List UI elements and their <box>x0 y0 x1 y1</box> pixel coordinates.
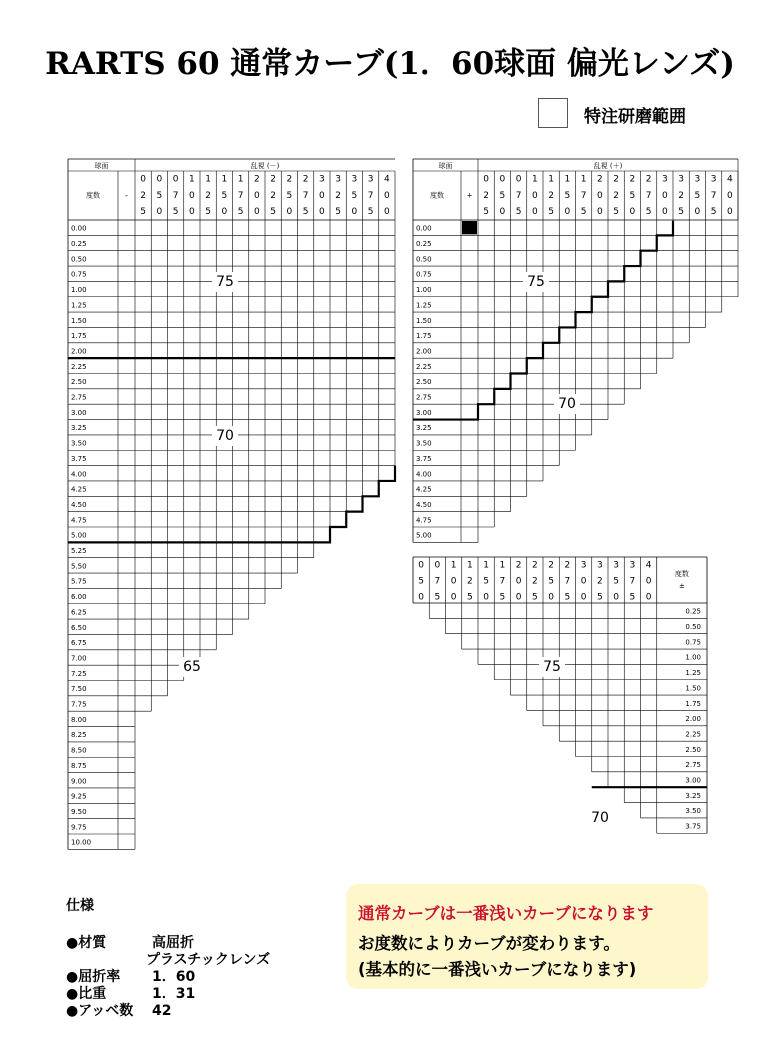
right-row-label: 4.25 <box>416 485 432 494</box>
spec-material-label: ●材質 <box>66 935 107 951</box>
right-row-label: 0.25 <box>416 240 432 249</box>
right-col-digit: 2 <box>597 174 603 185</box>
left-row-label: 3.75 <box>71 454 87 463</box>
bottom-col-digit: 5 <box>483 576 489 587</box>
left-degree-label: 度数 <box>86 191 100 200</box>
left-col-digit: 2 <box>302 174 309 185</box>
left-sign: - <box>125 191 128 200</box>
left-col-digit: 5 <box>270 207 276 218</box>
bottom-col-digit: 0 <box>645 576 652 587</box>
left-zone-label: 75 <box>216 274 234 290</box>
bottom-col-digit: 0 <box>645 592 652 603</box>
right-row-label: 0.00 <box>416 224 432 233</box>
left-col-digit: 5 <box>221 190 228 201</box>
left-col-digit: 0 <box>156 207 163 218</box>
left-col-digit: 0 <box>189 207 195 218</box>
right-col-digit: 5 <box>499 190 506 201</box>
bottom-col-digit: 7 <box>629 576 636 587</box>
left-row-label: 9.00 <box>71 777 87 786</box>
left-col-digit: 0 <box>254 190 260 201</box>
left-row-label: 9.25 <box>71 792 87 801</box>
right-col-digit: 0 <box>499 207 506 218</box>
right-col-digit: 5 <box>613 207 619 218</box>
left-col-digit: 0 <box>351 207 358 218</box>
left-row-label: 2.75 <box>71 393 87 402</box>
right-col-digit: 2 <box>629 174 636 185</box>
right-col-digit: 0 <box>564 207 571 218</box>
right-row-label: 0.75 <box>416 270 432 279</box>
right-col-digit: 7 <box>710 190 717 201</box>
bottom-col-digit: 5 <box>499 592 506 603</box>
spec-abbe-label: ●アッベ数 <box>66 1003 134 1019</box>
spec-gravity <box>66 986 270 1003</box>
left-col-digit: 0 <box>319 207 325 218</box>
bottom-col-digit: 0 <box>418 592 424 603</box>
bottom-col-digit: 0 <box>434 560 441 571</box>
left-row-label: 5.25 <box>71 547 87 556</box>
bottom-col-digit: 7 <box>564 576 571 587</box>
right-row-label: 2.75 <box>416 393 432 402</box>
left-row-label: 4.75 <box>71 516 87 525</box>
bottom-col-digit: 0 <box>418 560 424 571</box>
right-sign: + <box>466 191 473 200</box>
right-row-label: 1.75 <box>416 332 432 341</box>
bottom-row-label: 3.00 <box>685 776 701 785</box>
right-col-digit: 2 <box>645 174 652 185</box>
page-title: RARTS 60 通常カーブ(1．60球面 偏光レンズ) <box>45 46 735 82</box>
bottom-col-digit: 5 <box>434 592 441 603</box>
left-row-label: 0.25 <box>71 240 87 249</box>
left-col-digit: 0 <box>286 207 293 218</box>
left-col-digit: 2 <box>270 190 276 201</box>
left-row-label: 7.50 <box>71 685 87 694</box>
right-col-digit: 0 <box>532 190 538 201</box>
left-col-digit: 2 <box>254 174 260 185</box>
right-col-digit: 2 <box>613 190 619 201</box>
spec-heading: 仕様 <box>66 898 94 914</box>
left-col-digit: 0 <box>384 190 390 201</box>
left-row-label: 1.75 <box>71 332 87 341</box>
bottom-col-digit: 3 <box>629 560 636 571</box>
bottom-row-label: 0.50 <box>685 623 701 632</box>
bottom-zone-label: 70 <box>591 810 609 826</box>
left-zone-label: 70 <box>216 428 234 444</box>
left-sph-header: 球面 <box>94 162 109 170</box>
right-col-digit: 5 <box>629 190 636 201</box>
left-row-label: 10.00 <box>71 838 92 847</box>
bottom-col-digit: 2 <box>515 560 522 571</box>
right-row-label: 1.00 <box>416 286 432 295</box>
right-row-label: 4.00 <box>416 470 432 479</box>
notice-line-2: お度数によりカーブが変わります。 <box>358 934 620 953</box>
left-col-digit: 5 <box>302 207 309 218</box>
left-col-digit: 2 <box>205 190 211 201</box>
left-row-label: 1.50 <box>71 316 87 325</box>
right-col-digit: 4 <box>727 174 733 185</box>
bottom-row-label: 1.25 <box>685 669 701 678</box>
bottom-row-label: 0.75 <box>685 638 701 647</box>
bottom-col-digit: 5 <box>548 576 554 587</box>
bottom-col-digit: 7 <box>499 576 506 587</box>
left-row-label: 8.00 <box>71 715 87 724</box>
bottom-degree-label: 度数 <box>674 570 689 578</box>
left-col-digit: 2 <box>140 190 146 201</box>
right-col-digit: 0 <box>629 207 636 218</box>
left-col-digit: 5 <box>205 207 211 218</box>
left-col-digit: 5 <box>156 190 163 201</box>
right-col-digit: 5 <box>580 207 587 218</box>
spec-section <box>66 898 270 1020</box>
bottom-row-label: 1.75 <box>685 699 701 708</box>
right-col-digit: 2 <box>483 190 489 201</box>
right-col-digit: 1 <box>548 174 554 185</box>
notice-line-3: (基本的に一番浅いカーブになります) <box>358 960 637 979</box>
bottom-col-digit: 3 <box>580 560 587 571</box>
right-col-digit: 2 <box>613 174 619 185</box>
left-row-label: 8.50 <box>71 746 87 755</box>
right-row-label: 3.25 <box>416 424 432 433</box>
left-col-digit: 0 <box>254 207 260 218</box>
right-col-digit: 5 <box>694 190 701 201</box>
right-col-digit: 5 <box>710 207 717 218</box>
bottom-col-digit: 0 <box>450 592 457 603</box>
left-row-label: 8.75 <box>71 761 87 770</box>
left-col-digit: 1 <box>205 174 211 185</box>
right-col-digit: 0 <box>727 190 733 201</box>
left-col-digit: 0 <box>384 207 390 218</box>
right-col-digit: 7 <box>645 190 652 201</box>
bottom-col-digit: 5 <box>597 592 603 603</box>
left-row-label: 6.00 <box>71 593 87 602</box>
spec-material-2 <box>66 952 270 969</box>
right-col-digit: 7 <box>515 190 522 201</box>
bottom-col-digit: 1 <box>450 560 457 571</box>
bottom-row-label: 0.25 <box>685 607 701 616</box>
right-row-label: 3.50 <box>416 439 432 448</box>
bottom-zone-label: 75 <box>543 659 561 675</box>
left-col-digit: 0 <box>140 174 146 185</box>
left-col-digit: 0 <box>319 190 325 201</box>
left-row-label: 7.25 <box>71 669 87 678</box>
right-col-digit: 2 <box>678 190 684 201</box>
left-row-label: 1.00 <box>71 286 87 295</box>
bottom-row-label: 2.00 <box>685 715 701 724</box>
notice-line-1: 通常カーブは一番浅いカーブになります <box>358 904 654 923</box>
right-col-digit: 5 <box>548 207 554 218</box>
bottom-row-label: 2.25 <box>685 730 701 739</box>
left-row-label: 0.00 <box>71 224 87 233</box>
bottom-col-digit: 2 <box>467 576 473 587</box>
left-col-digit: 3 <box>351 174 358 185</box>
bottom-col-digit: 1 <box>499 560 506 571</box>
left-row-label: 4.25 <box>71 485 87 494</box>
bottom-col-digit: 0 <box>548 592 554 603</box>
right-col-digit: 1 <box>580 174 587 185</box>
left-col-digit: 5 <box>140 207 146 218</box>
left-col-digit: 5 <box>237 207 244 218</box>
right-row-label: 2.50 <box>416 378 432 387</box>
left-col-digit: 4 <box>384 174 390 185</box>
right-col-digit: 0 <box>597 207 603 218</box>
right-col-digit: 3 <box>694 174 701 185</box>
left-col-digit: 0 <box>156 174 163 185</box>
spec-refractive-label: ●屈折率 <box>66 969 121 985</box>
left-row-label: 8.25 <box>71 731 87 740</box>
right-col-digit: 3 <box>678 174 684 185</box>
left-col-digit: 5 <box>286 190 293 201</box>
bottom-col-digit: 1 <box>483 560 489 571</box>
left-row-label: 3.25 <box>71 424 87 433</box>
left-row-label: 1.25 <box>71 301 87 310</box>
bottom-col-digit: 5 <box>629 592 636 603</box>
bottom-col-digit: 2 <box>564 560 571 571</box>
bottom-row-label: 2.75 <box>685 761 701 770</box>
spec-refractive <box>66 969 270 986</box>
left-col-digit: 1 <box>237 174 244 185</box>
right-col-digit: 3 <box>710 174 717 185</box>
right-cyl-header: 乱視 (＋) <box>593 162 623 170</box>
right-row-label: 1.50 <box>416 316 432 325</box>
bottom-col-digit: 2 <box>548 560 554 571</box>
bottom-col-digit: 2 <box>597 576 603 587</box>
left-col-digit: 5 <box>367 207 374 218</box>
left-col-digit: 5 <box>351 190 358 201</box>
left-row-label: 2.00 <box>71 347 87 356</box>
right-row-label: 4.50 <box>416 500 432 509</box>
left-col-digit: 0 <box>172 174 179 185</box>
right-col-digit: 7 <box>580 190 587 201</box>
right-row-label: 4.75 <box>416 516 432 525</box>
left-row-label: 4.50 <box>71 500 87 509</box>
left-col-digit: 1 <box>221 174 228 185</box>
bottom-col-digit: 4 <box>645 560 652 571</box>
bottom-sign: ± <box>678 582 685 590</box>
right-col-digit: 0 <box>483 174 489 185</box>
right-row-label: 2.00 <box>416 347 432 356</box>
right-col-digit: 2 <box>548 190 554 201</box>
bottom-row-label: 1.00 <box>685 653 701 662</box>
right-col-digit: 1 <box>532 174 538 185</box>
bottom-row-label: 3.50 <box>685 807 701 816</box>
left-row-label: 2.25 <box>71 362 87 371</box>
bottom-col-digit: 0 <box>515 576 522 587</box>
bottom-col-digit: 1 <box>467 560 473 571</box>
right-black-cell <box>462 221 477 234</box>
left-col-digit: 3 <box>319 174 325 185</box>
spec-abbe-value: 42 <box>152 1003 172 1019</box>
right-col-digit: 5 <box>483 207 489 218</box>
bottom-row-label: 3.75 <box>685 822 701 831</box>
spec-gravity-label: ●比重 <box>66 986 107 1002</box>
left-col-digit: 0 <box>221 207 228 218</box>
left-col-digit: 7 <box>237 190 244 201</box>
bottom-col-digit: 5 <box>613 576 619 587</box>
right-degree-label: 度数 <box>430 191 444 200</box>
spec-gravity-value: 1．31 <box>152 986 196 1002</box>
right-col-digit: 0 <box>662 190 668 201</box>
left-zone-label: 65 <box>183 659 201 675</box>
left-col-digit: 7 <box>367 190 374 201</box>
spec-material-value-1: 高屈折 <box>152 935 194 951</box>
spec-refractive-value: 1．60 <box>152 969 196 985</box>
bottom-row-label: 3.25 <box>685 791 701 800</box>
notice-box <box>346 884 708 989</box>
left-row-label: 7.00 <box>71 654 87 663</box>
left-row-label: 9.75 <box>71 823 87 832</box>
bottom-col-digit: 2 <box>532 576 538 587</box>
left-col-digit: 1 <box>189 174 195 185</box>
left-col-digit: 3 <box>367 174 374 185</box>
bottom-table <box>413 557 707 833</box>
right-col-digit: 0 <box>597 190 603 201</box>
left-row-label: 6.75 <box>71 639 87 648</box>
left-cyl-header: 乱視 (－) <box>250 162 280 170</box>
bottom-col-digit: 5 <box>467 592 473 603</box>
spec-material <box>66 935 270 952</box>
right-table <box>413 159 738 542</box>
right-row-label: 1.25 <box>416 301 432 310</box>
right-col-digit: 0 <box>499 174 506 185</box>
right-row-label: 3.00 <box>416 408 432 417</box>
bottom-col-digit: 2 <box>532 560 538 571</box>
bottom-row-label: 2.50 <box>685 745 701 754</box>
right-col-digit: 0 <box>515 174 522 185</box>
left-col-digit: 7 <box>302 190 309 201</box>
bottom-col-digit: 5 <box>532 592 538 603</box>
bottom-col-digit: 7 <box>434 576 441 587</box>
bottom-col-digit: 5 <box>564 592 571 603</box>
right-col-digit: 0 <box>662 207 668 218</box>
bottom-col-digit: 0 <box>580 592 587 603</box>
left-row-label: 5.50 <box>71 562 87 571</box>
left-col-digit: 2 <box>286 174 293 185</box>
left-col-digit: 2 <box>335 190 341 201</box>
right-col-digit: 1 <box>564 174 571 185</box>
left-row-label: 3.00 <box>71 408 87 417</box>
left-row-label: 6.25 <box>71 608 87 617</box>
bottom-col-digit: 3 <box>597 560 603 571</box>
right-row-label: 0.50 <box>416 255 432 264</box>
left-row-label: 2.50 <box>71 378 87 387</box>
bottom-col-digit: 5 <box>418 576 424 587</box>
right-col-digit: 0 <box>694 207 701 218</box>
left-row-label: 5.75 <box>71 577 87 586</box>
right-row-label: 2.25 <box>416 362 432 371</box>
left-row-label: 0.50 <box>71 255 87 264</box>
spec-abbe <box>66 1003 270 1020</box>
left-row-label: 7.75 <box>71 700 87 709</box>
right-col-digit: 0 <box>532 207 538 218</box>
bottom-col-digit: 0 <box>483 592 489 603</box>
left-row-label: 5.00 <box>71 531 87 540</box>
bottom-col-digit: 0 <box>580 576 587 587</box>
right-col-digit: 5 <box>564 190 571 201</box>
left-row-label: 6.50 <box>71 623 87 632</box>
bottom-col-digit: 0 <box>515 592 522 603</box>
left-row-label: 3.50 <box>71 439 87 448</box>
left-col-digit: 3 <box>335 174 341 185</box>
left-col-digit: 7 <box>172 190 179 201</box>
right-row-label: 3.75 <box>416 454 432 463</box>
left-col-digit: 5 <box>172 207 179 218</box>
left-col-digit: 5 <box>335 207 341 218</box>
right-col-digit: 3 <box>662 174 668 185</box>
bottom-col-digit: 0 <box>450 576 457 587</box>
right-col-digit: 5 <box>645 207 652 218</box>
right-row-label: 5.00 <box>416 531 432 540</box>
right-col-digit: 5 <box>678 207 684 218</box>
spec-material-value-2: プラスチックレンズ <box>146 952 271 968</box>
bottom-col-digit: 3 <box>613 560 619 571</box>
left-table <box>68 159 395 849</box>
right-sph-header: 球面 <box>438 162 453 170</box>
right-zone-label: 75 <box>527 274 545 290</box>
right-col-digit: 0 <box>727 207 733 218</box>
right-zone-label: 70 <box>558 396 576 412</box>
left-row-label: 9.50 <box>71 807 87 816</box>
bottom-col-digit: 0 <box>613 592 619 603</box>
special-order-legend-label: 特注研磨範囲 <box>584 107 686 127</box>
left-col-digit: 0 <box>189 190 195 201</box>
left-row-label: 4.00 <box>71 470 87 479</box>
bottom-row-label: 1.50 <box>685 684 701 693</box>
left-row-label: 0.75 <box>71 270 87 279</box>
left-col-digit: 2 <box>270 174 276 185</box>
right-col-digit: 5 <box>515 207 522 218</box>
